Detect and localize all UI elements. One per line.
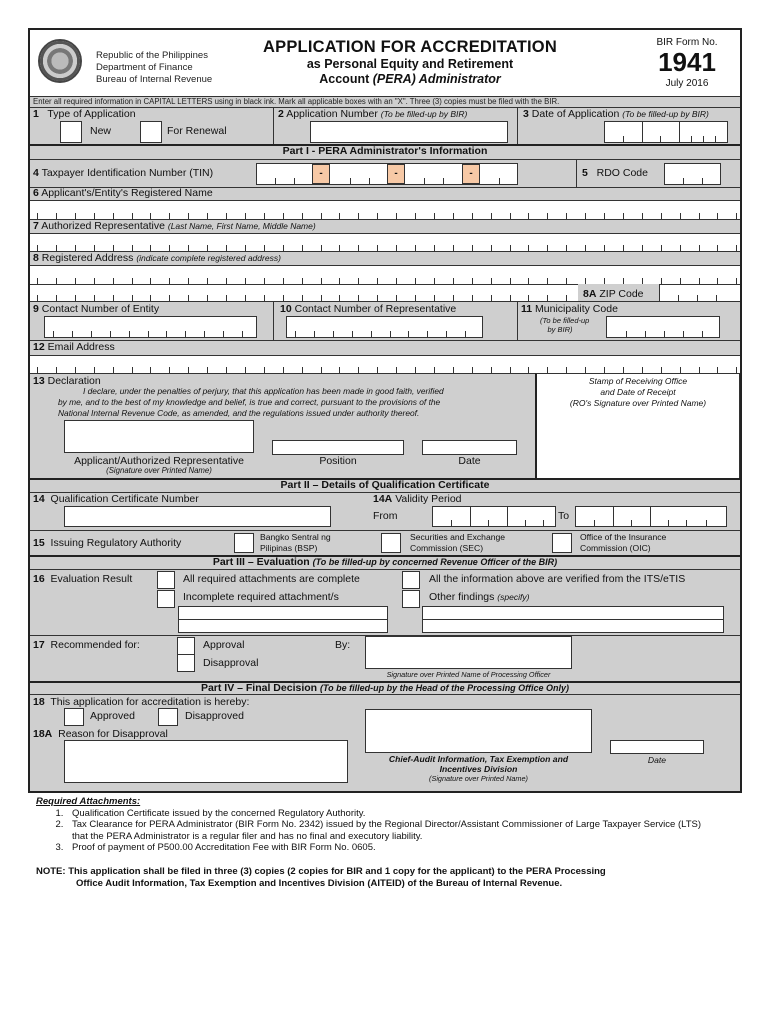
attachments-complete-checkbox[interactable] — [157, 571, 175, 589]
divider — [517, 107, 518, 144]
divider — [517, 301, 518, 340]
divider — [30, 301, 740, 302]
divider — [273, 107, 274, 144]
field-5-label: 5 RDO Code — [582, 167, 648, 179]
stamp-instructions: Stamp of Receiving Office and Date of Receipt (RO's Signature over Printed Name) — [569, 376, 707, 408]
form-number-label: BIR Form No. — [656, 37, 718, 48]
instructions: Enter all required information in CAPITAL LETTERS using in black ink. Mark all applicable boxes with an "X". Three (3) copies must be filed with the BIR. — [30, 96, 740, 107]
divider — [30, 159, 740, 160]
form-version-date: July 2016 — [665, 78, 709, 89]
filing-note — [36, 866, 736, 890]
position-label: Position — [319, 455, 357, 467]
registered-address-line-2[interactable] — [30, 284, 578, 301]
verified-its-label: All the information above are verified from the ITS/eTIS — [429, 573, 686, 585]
attachment-item: 2. Tax Clearance for PERA Administrator (BIR Form No. 2342) issued by the Regional Director/Assistant Commissioner of Large Taxpayer Service (LTS) that the PERA Administrator is a regular filer and has no final and executory liability. — [66, 819, 706, 842]
disapproved-checkbox[interactable] — [158, 708, 178, 726]
type-renewal-checkbox[interactable] — [140, 121, 162, 143]
part-1-title: Part I - PERA Administrator's Information — [282, 145, 488, 157]
recommend-approval-checkbox[interactable] — [177, 637, 195, 655]
application-number-input[interactable] — [310, 121, 508, 143]
agency-line: Bureau of Internal Revenue — [96, 74, 213, 85]
position-input[interactable] — [272, 440, 404, 455]
part-4-title: Part IV – Final Decision (To be filled-up by the Head of the Processing Office Only) — [200, 682, 570, 694]
divider — [30, 340, 740, 341]
sec-label: Securities and Exchange Commission (SEC) — [410, 532, 506, 553]
field-18a-label: 18A Reason for Disapproval — [33, 728, 168, 740]
signature-note: (Signature over Printed Name) — [106, 466, 212, 475]
form-header — [30, 30, 740, 96]
field-9-label: 9 Contact Number of Entity — [33, 303, 160, 315]
field-2-label: 2 Application Number (To be filled-up by BIR) — [278, 108, 468, 120]
field-7-label: 7 Authorized Representative (Last Name, First Name, Middle Name) — [33, 220, 316, 232]
part-2-title: Part II – Details of Qualification Certificate — [280, 479, 490, 491]
note-line-1: NOTE: This application shall be filed in three (3) copies (2 copies for BIR and 1 copy for the applicant) to the PERA Processing — [36, 866, 606, 877]
email-input[interactable] — [30, 355, 740, 373]
processing-officer-note: Signature over Printed Name of Processing Officer — [386, 670, 551, 679]
other-findings-checkbox[interactable] — [402, 590, 420, 608]
tin-input[interactable] — [256, 163, 518, 185]
municipality-code-input[interactable] — [606, 316, 720, 338]
recommend-disapproval-label: Disapproval — [203, 657, 259, 669]
tin-separator: - — [312, 164, 330, 184]
divider — [30, 694, 740, 695]
field-10-label: 10 Contact Number of Representative — [280, 303, 457, 315]
other-findings-line-2[interactable] — [422, 619, 724, 633]
agency-line: Republic of the Philippines — [96, 50, 208, 61]
form-title: APPLICATION FOR ACCREDITATION — [263, 38, 557, 56]
field-15-label: 15 Issuing Regulatory Authority — [33, 537, 182, 549]
qualification-cert-number-input[interactable] — [64, 506, 331, 527]
sec-checkbox[interactable] — [381, 533, 401, 553]
field-17-label: 17 Recommended for: — [33, 639, 140, 651]
incomplete-detail-line-2[interactable] — [178, 619, 388, 633]
tin-separator: - — [462, 164, 480, 184]
processing-officer-signature-box[interactable] — [365, 636, 572, 669]
by-label: By: — [335, 639, 351, 651]
field-14-label: 14 Qualification Certificate Number — [33, 493, 199, 505]
zip-code-input[interactable] — [659, 284, 740, 301]
registered-address-line-1[interactable] — [30, 265, 740, 284]
agency-block — [96, 50, 212, 86]
entity-contact-input[interactable] — [44, 316, 257, 338]
rdo-code-input[interactable] — [664, 163, 721, 185]
attachment-item: 1. Qualification Certificate issued by the concerned Regulatory Authority. — [66, 808, 706, 820]
field-6-label: 6 Applicant's/Entity's Registered Name — [33, 187, 213, 199]
incomplete-detail-line-1[interactable] — [178, 606, 388, 620]
note-line-2: Office Audit Information, Tax Exemption and Incentives Division (AITEID) of the Bureau of Internal Revenue. — [76, 878, 563, 889]
recommend-approval-label: Approval — [203, 639, 245, 651]
tin-separator: - — [387, 164, 405, 184]
declaration-text: I declare, under the penalties of perjury, that this application has been made in good faith, verified by me, and to the best of my knowledge and belief, is true and correct, pursuant to the provisions of the National Internal Revenue Code, as amended, and the regulations issued under authority thereof. — [58, 386, 444, 418]
other-findings-label: Other findings (specify) — [429, 591, 530, 603]
oic-checkbox[interactable] — [552, 533, 572, 553]
attachments-complete-label: All required attachments are complete — [183, 573, 360, 585]
other-findings-line-1[interactable] — [422, 606, 724, 620]
subtitle-line-1: as Personal Equity and Retirement — [306, 57, 514, 71]
divider — [30, 569, 740, 570]
date-label: Date — [458, 455, 481, 467]
authorized-rep-input[interactable] — [30, 233, 740, 251]
field-11-note: (To be filled-up by BIR) — [540, 316, 590, 334]
field-18-label: 18 This application for accreditation is hereby: — [33, 696, 250, 708]
field-4-label: 4 Taxpayer Identification Number (TIN) — [33, 167, 214, 179]
disapproved-label: Disapproved — [185, 710, 244, 722]
registered-name-input[interactable] — [30, 200, 740, 219]
bir-seal-icon — [38, 39, 82, 83]
type-renewal-label: For Renewal — [167, 125, 227, 137]
field-11-label: 11 Municipality Code — [521, 303, 618, 315]
part-3-title: Part III – Evaluation (To be filled-up by concerned Revenue Officer of the BIR) — [212, 556, 558, 568]
field-14a-label: 14A Validity Period — [373, 493, 462, 505]
type-new-label: New — [90, 125, 112, 137]
attachments-title: Required Attachments: — [36, 796, 141, 807]
field-13-label: 13 Declaration — [33, 375, 101, 387]
subtitle-prefix: Account — [319, 72, 373, 86]
chief-title: Chief-Audit Information, Tax Exemption and Incentives Division — [388, 754, 569, 774]
divider — [576, 159, 577, 187]
field-1-label: 1 Type of Application — [33, 108, 136, 120]
chief-signature-box[interactable] — [365, 709, 592, 753]
bsp-checkbox[interactable] — [234, 533, 254, 553]
rep-contact-input[interactable] — [286, 316, 483, 338]
subtitle-italic: (PERA) Administrator — [372, 72, 501, 86]
oic-label: Office of the Insurance Commission (OIC) — [580, 532, 667, 553]
validity-from-input[interactable] — [432, 506, 556, 527]
attachments-incomplete-checkbox[interactable] — [157, 590, 175, 608]
form-number: 1941 — [658, 47, 716, 77]
final-decision-date-label: Date — [647, 755, 667, 765]
recommend-disapproval-checkbox[interactable] — [177, 654, 195, 672]
agency-line: Department of Finance — [96, 62, 193, 73]
required-attachments — [36, 796, 706, 854]
field-12-label: 12 Email Address — [33, 341, 115, 353]
validity-from-label: From — [373, 510, 398, 522]
disapproval-reason-input[interactable] — [64, 740, 348, 783]
divider — [30, 530, 740, 531]
validity-to-input[interactable] — [575, 506, 727, 527]
bsp-label: Bangko Sentral ng Pilipinas (BSP) — [260, 532, 331, 553]
divider — [273, 301, 274, 340]
form-subtitle — [230, 57, 590, 87]
approved-checkbox[interactable] — [64, 708, 84, 726]
attachment-item: 3. Proof of payment of P500.00 Accreditation Fee with BIR Form No. 0605. — [66, 842, 706, 854]
field-16-label: 16 Evaluation Result — [33, 573, 133, 585]
field-3-label: 3 Date of Application (To be filled-up by BIR) — [523, 108, 709, 120]
declaration-date-input[interactable] — [422, 440, 517, 455]
type-new-checkbox[interactable] — [60, 121, 82, 143]
field-8-label: 8 Registered Address (indicate complete registered address) — [33, 252, 281, 264]
stamp-receiving-office-box[interactable] — [535, 373, 740, 479]
approved-label: Approved — [90, 710, 135, 722]
attachments-incomplete-label: Incomplete required attachment/s — [183, 591, 339, 603]
verified-its-checkbox[interactable] — [402, 571, 420, 589]
subtitle-line-2 — [230, 72, 590, 87]
field-8a-label: 8A ZIP Code — [583, 288, 644, 300]
signature-label: Applicant/Authorized Representative — [74, 455, 244, 467]
application-date-input[interactable] — [604, 121, 728, 143]
applicant-signature-box[interactable] — [64, 420, 254, 453]
final-decision-date-input[interactable] — [610, 740, 704, 754]
chief-note: (Signature over Printed Name) — [429, 774, 528, 783]
bir-form-1941 — [28, 28, 742, 793]
validity-to-label: To — [558, 510, 570, 522]
